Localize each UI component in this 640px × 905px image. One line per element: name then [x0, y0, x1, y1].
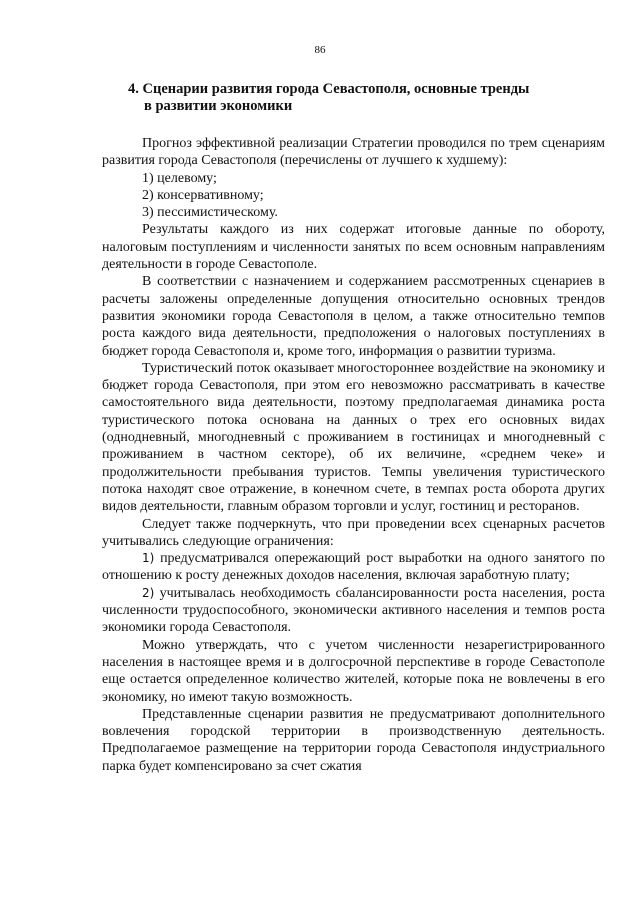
list-item-conservative: 2) консервативному;	[142, 187, 264, 203]
paragraph-tourist-flow: Туристический поток оказывает многостороннее воздействие на экономику и бюджет города Севастополя, при этом его невозможно рассматривать в качестве самостоятельного вида деятельности, поэтому предполагаемая динамика роста туристического потока основана на данных о трех его основных видах (однодневный, многодневный с проживанием в гостиницах и многодневный с проживанием в частном секторе), об их величине, «среднем чеке» и продолжительности пребывания туристов. Темпы увеличения туристического потока находят свое отражение, в конечном счете, в темпах роста оборота других видов деятельности, главным образом торговли и услуг, гостиниц и ресторанов.	[102, 360, 605, 515]
section-heading-line-2: в развитии экономики	[144, 98, 293, 114]
limitation-text-2: учитывалась необходимость сбалансированности роста населения, роста численности трудоспособного, экономически активного населения и темпов роста экономики города Севастополя.	[102, 585, 605, 636]
paragraph-assumptions: В соответствии с назначением и содержанием рассмотренных сценариев в расчеты заложены определенные допущения относительно основных трендов развития экономики города Севастополя в целом, а также относительно темпов роста каждого вида деятельности, предположения о налоговых поступлениях в бюджет города Севастополя и, кроме того, информация о развитии туризма.	[102, 274, 605, 359]
list-item-pessimistic: 3) пессимистическому.	[142, 205, 278, 221]
limitation-text-1: предусматривался опережающий рост выработки на одного занятого по отношению к росту денежных доходов населения, включая заработную плату;	[102, 551, 605, 584]
paragraph-results: Результаты каждого из них содержат итоговые данные по обороту, налоговым поступлениям и численности занятых по всем основным направлениям деятельности в городе Севастополе.	[102, 222, 605, 273]
limitation-number-2: 2)	[142, 585, 155, 600]
section-heading-line-1: 4. Сценарии развития города Севастополя, основные тренды	[128, 81, 530, 97]
limitation-item-2	[102, 585, 605, 637]
section-heading	[128, 81, 568, 115]
paragraph-unregistered-population: Можно утверждать, что с учетом численности незарегистрированного населения в настоящее время и в долгосрочной перспективе в городе Севастополе еще остается определенное количество жителей, которые пока не вовлечены в его экономику, но имеют такую возможность.	[102, 637, 605, 705]
limitation-item-1	[102, 550, 605, 585]
document-body	[102, 135, 605, 775]
paragraph-limitations-intro: Следует также подчеркнуть, что при проведении всех сценарных расчетов учитывались следующие ограничения:	[102, 516, 605, 549]
page-number: 86	[314, 44, 326, 56]
paragraph-scenarios-intro: Прогноз эффективной реализации Стратегии проводился по трем сценариям развития города Севастополя (перечислены от лучшего к худшему):	[102, 136, 605, 169]
paragraph-territory: Представленные сценарии развития не предусматривают дополнительного вовлечения городской территории в производственную деятельность. Предполагаемое размещение на территории города Севастополя индустриального парка будет компенсировано за счет сжатия	[102, 706, 605, 774]
list-item-target: 1) целевому;	[142, 170, 217, 186]
limitation-number-1: 1)	[142, 551, 155, 566]
